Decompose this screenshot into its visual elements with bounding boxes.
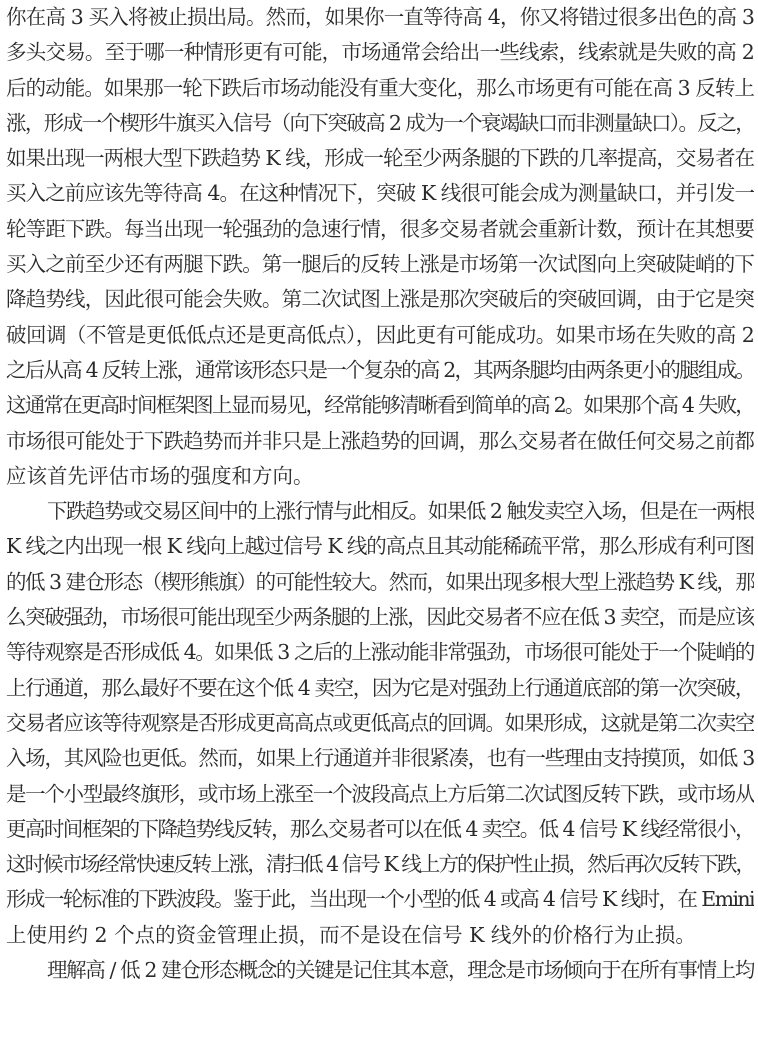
text-line: 这通常在更高时间框架图上显而易见，经常能够清晰看到简单的高 2。如果那个高 4 失败， (6, 393, 754, 418)
text-line: 更高时间框架的下降趋势线反转，那么交易者可以在低 4 卖空。低 4 信号 K 线经常很小， (6, 816, 754, 841)
text-line: 后的动能。如果那一轮下跌后市场动能没有重大变化，那么市场更有可能在高 3 反转上 (6, 75, 754, 100)
text-line: 之后从高 4 反转上涨，通常该形态只是一个复杂的高 2，其两条腿均由两条更小的腿组成。 (6, 357, 754, 382)
text-line: 你在高 3 买入将被止损出局。然而，如果你一直等待高 4，你又将错过很多出色的高 3 (6, 5, 754, 29)
text-line: 交易者应该等待观察是否形成更高高点或更低高点的回调。如果形成，这就是第二次卖空 (6, 710, 754, 735)
paragraph (6, 953, 754, 988)
text-line: 破回调（不管是更低低点还是更高低点），因此更有可能成功。如果市场在失败的高 2 (6, 322, 754, 347)
text-line: 涨，形成一个楔形牛旗买入信号（向下突破高 2 成为一个衰竭缺口而非测量缺口）。反之， (6, 110, 754, 135)
text-line: 这时候市场经常快速反转上涨，清扫低 4 信号 K 线上方的保护性止损，然后再次反转下跌， (6, 852, 754, 877)
text-line: 买入之前应该先等待高 4。在这种情况下，突破 K 线很可能会成为测量缺口，并引发一 (6, 181, 754, 206)
text-line: 市场很可能处于下跌趋势而并非只是上涨趋势的回调，那么交易者在做任何交易之前都 (6, 428, 754, 453)
text-line: 入场，其风险也更低。然而，如果上行通道并非很紧凑，也有一些理由支持摸顶，如低 3 (6, 746, 754, 771)
text-line: 上行通道，那么最好不要在这个低 4 卖空，因为它是对强劲上行通道底部的第一次突破， (6, 675, 754, 700)
paragraph (6, 0, 754, 494)
text-line: 是一个小型最终旗形，或市场上涨至一个波段高点上方后第二次试图反转下跌，或市场从 (6, 781, 754, 806)
text-line: 买入之前至少还有两腿下跌。第一腿后的反转上涨是市场第一次试图向上突破陡峭的下 (6, 252, 754, 277)
text-line: 下跌趋势或交易区间中的上涨行情与此相反。如果低 2 触发卖空入场，但是在一两根 (47, 499, 754, 524)
text-line: 形成一轮标准的下跌波段。鉴于此，当出现一个小型的低 4 或高 4 信号 K 线时，在 Emini (6, 887, 754, 912)
text-line: 理解高 / 低 2 建仓形态概念的关键是记住其本意，理念是市场倾向于在所有事情上均 (47, 958, 754, 983)
text-line: K 线之内出现一根 K 线向上越过信号 K 线的高点且其动能稀疏平常，那么形成有利可图 (6, 534, 754, 559)
text-line: 多头交易。至于哪一种情形更有可能，市场通常会给出一些线索，线索就是失败的高 2 (6, 40, 754, 65)
text-line: 上使用约 2 个点的资金管理止损，而不是设在信号 K 线外的价格行为止损。 (6, 922, 696, 947)
text-line: 么突破强劲，市场很可能出现至少两条腿的上涨，因此交易者不应在低 3 卖空，而是应该 (6, 605, 754, 630)
paragraph (6, 494, 754, 953)
text-line: 等待观察是否形成低 4。如果低 3 之后的上涨动能非常强劲，市场很可能处于一个陡峭的 (6, 640, 754, 665)
text-line: 如果出现一两根大型下跌趋势 K 线，形成一轮至少两条腿的下跌的几率提高，交易者在 (6, 146, 754, 171)
text-line: 应该首先评估市场的强度和方向。 (6, 463, 314, 488)
text-line: 轮等距下跌。每当出现一轮强劲的急速行情，很多交易者就会重新计数，预计在其想要 (6, 216, 754, 241)
document-body (6, 0, 754, 988)
text-line: 的低 3 建仓形态（楔形熊旗）的可能性较大。然而，如果出现多根大型上涨趋势 K 线，那 (6, 569, 754, 594)
text-line: 降趋势线，因此很可能会失败。第二次试图上涨是那次突破后的突破回调，由于它是突 (6, 287, 754, 312)
